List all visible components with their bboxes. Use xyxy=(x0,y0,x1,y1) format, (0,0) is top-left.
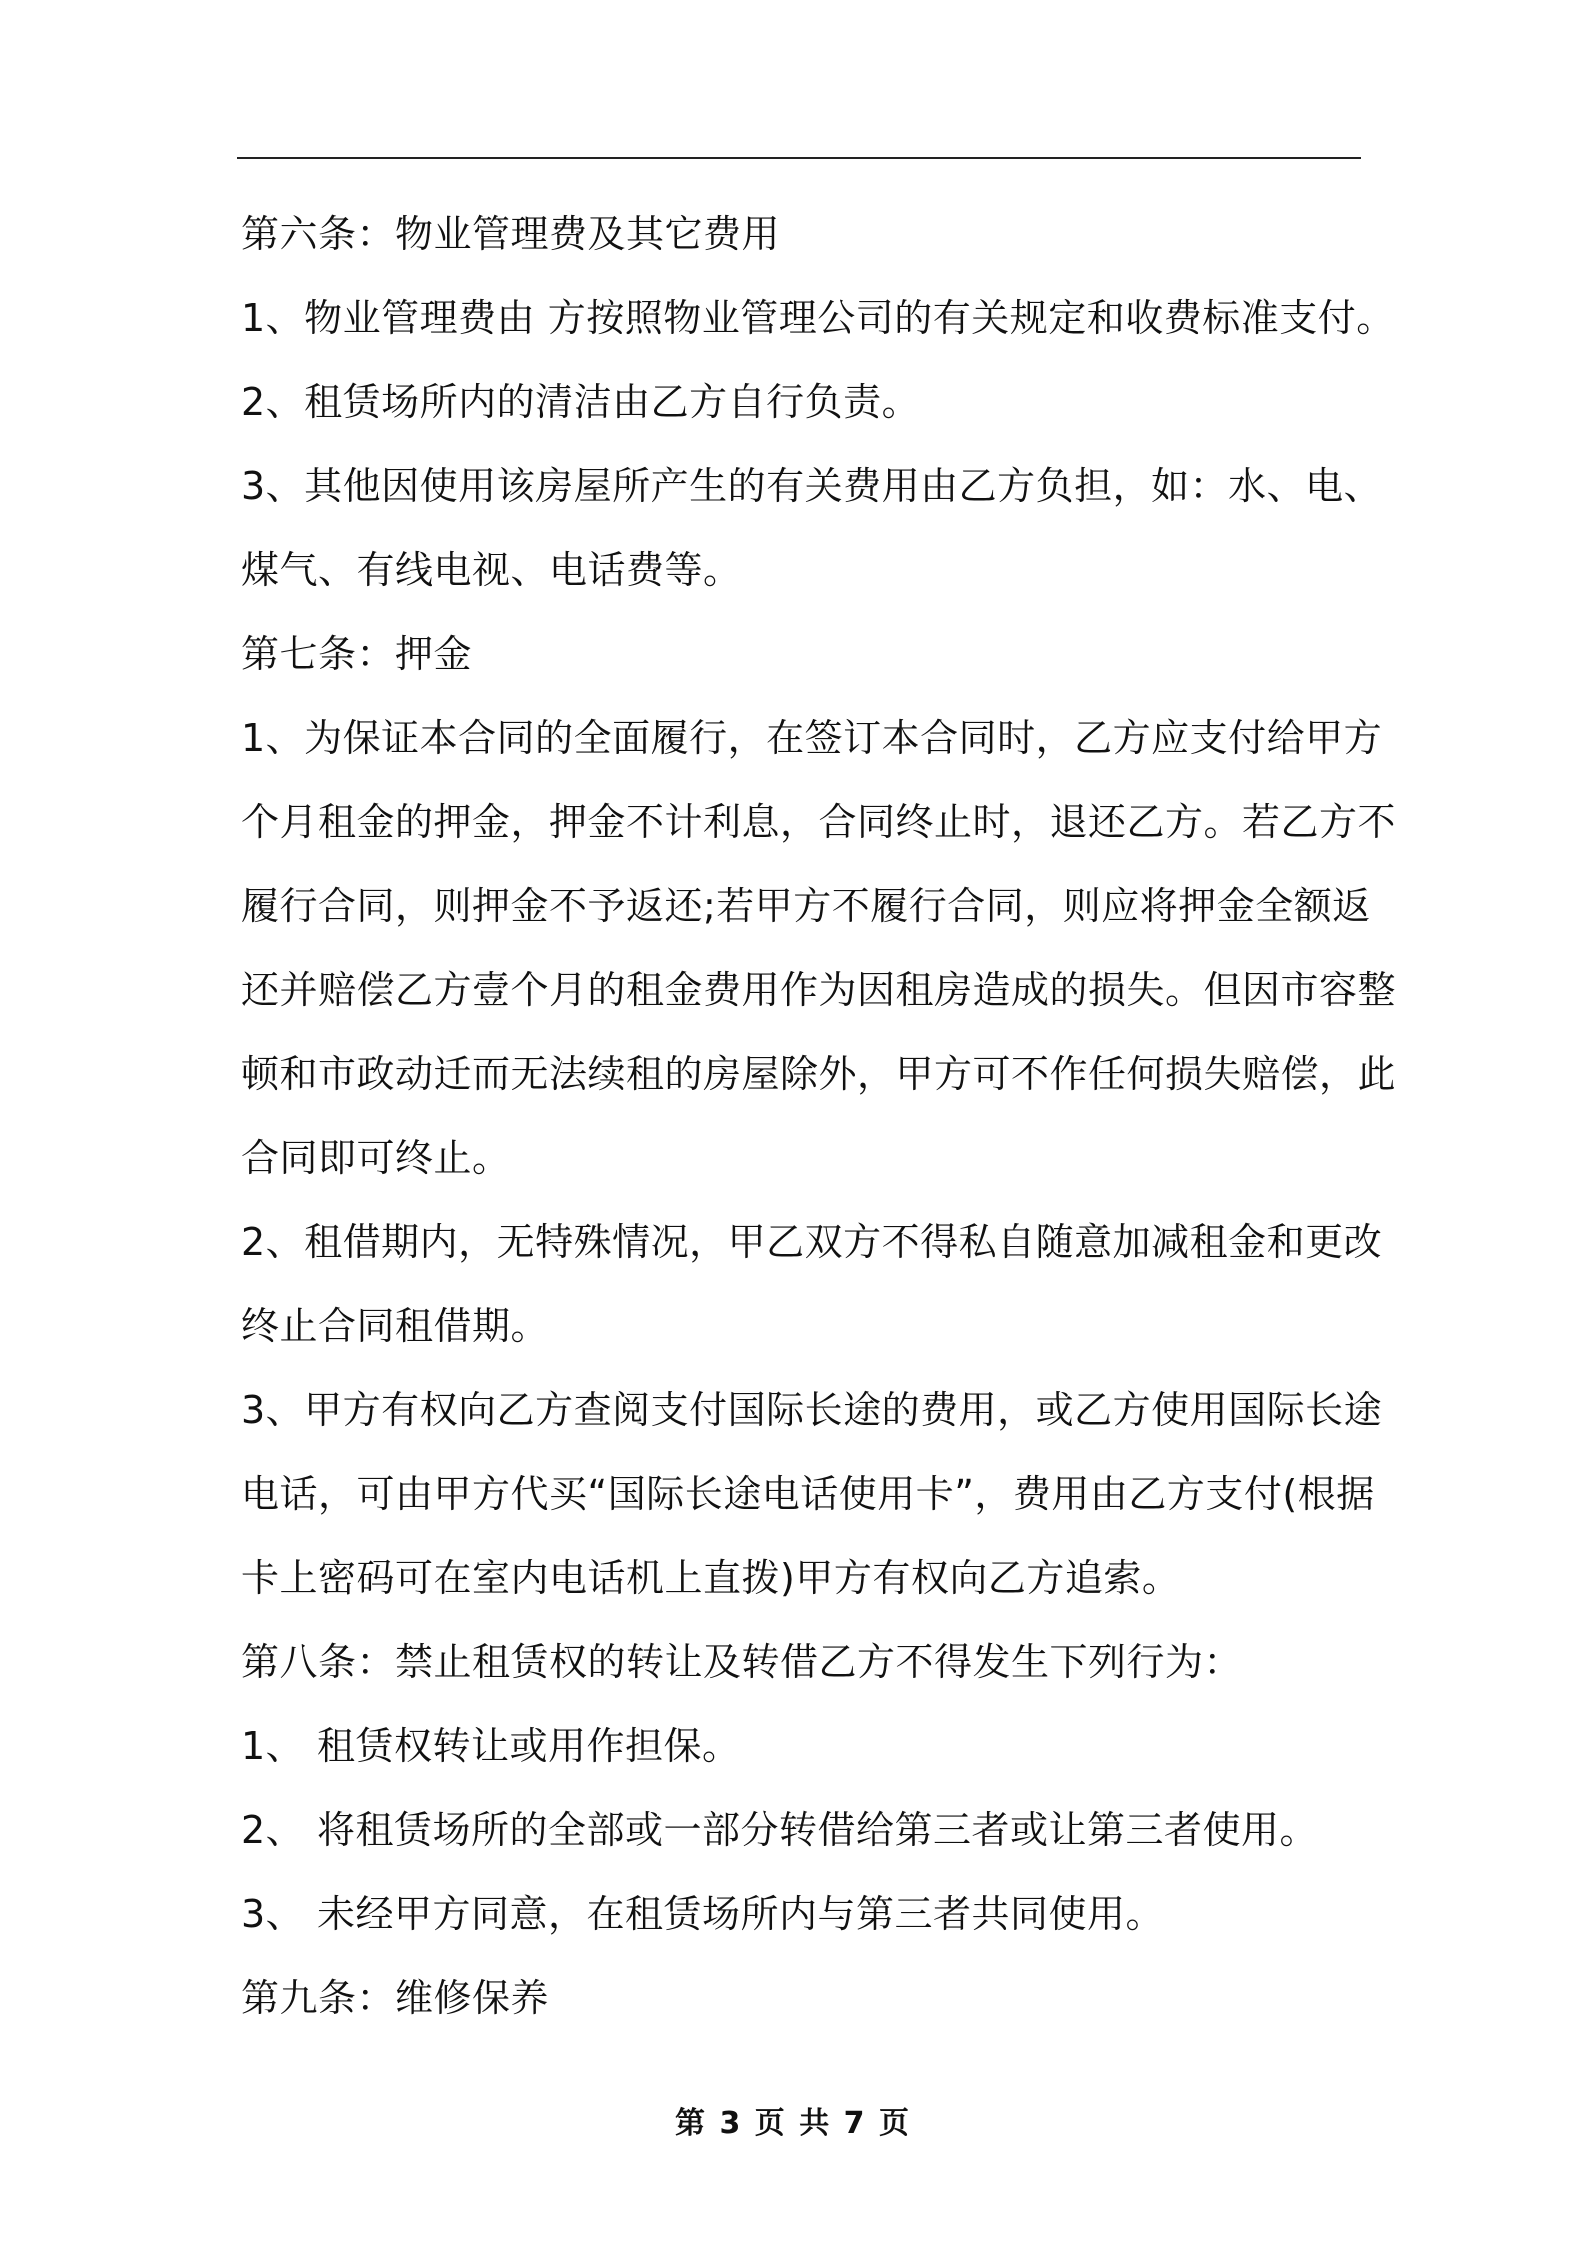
paragraph-line: 2、租借期内，无特殊情况，甲乙双方不得私自随意加减租金和更改 xyxy=(241,1220,1383,1264)
total-pages-number: 7 xyxy=(843,2106,867,2141)
paragraph-line: 终止合同租借期。 xyxy=(241,1304,550,1348)
header-rule xyxy=(237,157,1361,159)
paragraph-line: 3、其他因使用该房屋所产生的有关费用由乙方负担，如：水、电、 xyxy=(241,464,1383,508)
paragraph-line: 2、租赁场所内的清洁由乙方自行负责。 xyxy=(241,380,921,424)
footer-prefix: 第 xyxy=(674,2106,707,2141)
paragraph-line: 3、甲方有权向乙方查阅支付国际长途的费用，或乙方使用国际长途 xyxy=(241,1388,1383,1432)
paragraph-line: 个月租金的押金，押金不计利息，合同终止时，退还乙方。若乙方不 xyxy=(241,800,1397,844)
paragraph-line: 还并赔偿乙方壹个月的租金费用作为因租房造成的损失。但因市容整 xyxy=(241,968,1397,1012)
list-item xyxy=(241,1872,1361,1956)
list-item-text: 将租赁场所的全部或一部分转借给第三者或让第三者使用。 xyxy=(317,1808,1319,1852)
footer-middle: 页 共 xyxy=(754,2106,832,2141)
current-page-number: 3 xyxy=(719,2106,743,2141)
list-item-number: 3、 xyxy=(241,1892,305,1936)
list-item-number: 1、 xyxy=(241,1724,305,1768)
paragraph-line: 1、物业管理费由 方按照物业管理公司的有关规定和收费标准支付。 xyxy=(241,296,1395,340)
paragraph-line: 1、为保证本合同的全面履行，在签订本合同时，乙方应支付给甲方 xyxy=(241,716,1383,760)
paragraph-line: 卡上密码可在室内电话机上直拨)甲方有权向乙方追索。 xyxy=(241,1556,1181,1600)
footer-suffix: 页 xyxy=(879,2106,911,2141)
list-item-number: 2、 xyxy=(241,1808,305,1852)
document-body xyxy=(241,192,1397,2040)
article-8-heading: 第八条：禁止租赁权的转让及转借乙方不得发生下列行为： xyxy=(241,1640,1243,1684)
list-item xyxy=(241,1788,1361,1872)
paragraph-line: 顿和市政动迁而无法续租的房屋除外，甲方可不作任何损失赔偿，此 xyxy=(241,1052,1397,1096)
paragraph-line: 合同即可终止。 xyxy=(241,1136,511,1180)
paragraph-line: 电话，可由甲方代买“国际长途电话使用卡”，费用由乙方支付(根据 xyxy=(241,1472,1375,1516)
list-item xyxy=(241,1704,1361,1788)
article-9-heading: 第九条：维修保养 xyxy=(241,1976,550,2020)
list-item-text: 租赁权转让或用作担保。 xyxy=(317,1724,741,1768)
article-7-heading: 第七条：押金 xyxy=(241,632,473,676)
paragraph-line: 履行合同，则押金不予返还;若甲方不履行合同，则应将押金全额返 xyxy=(241,884,1371,928)
list-item-text: 未经甲方同意，在租赁场所内与第三者共同使用。 xyxy=(317,1892,1165,1936)
page-footer xyxy=(0,2098,1586,2142)
article-6-heading: 第六条：物业管理费及其它费用 xyxy=(241,212,781,256)
paragraph-line: 煤气、有线电视、电话费等。 xyxy=(241,548,742,592)
